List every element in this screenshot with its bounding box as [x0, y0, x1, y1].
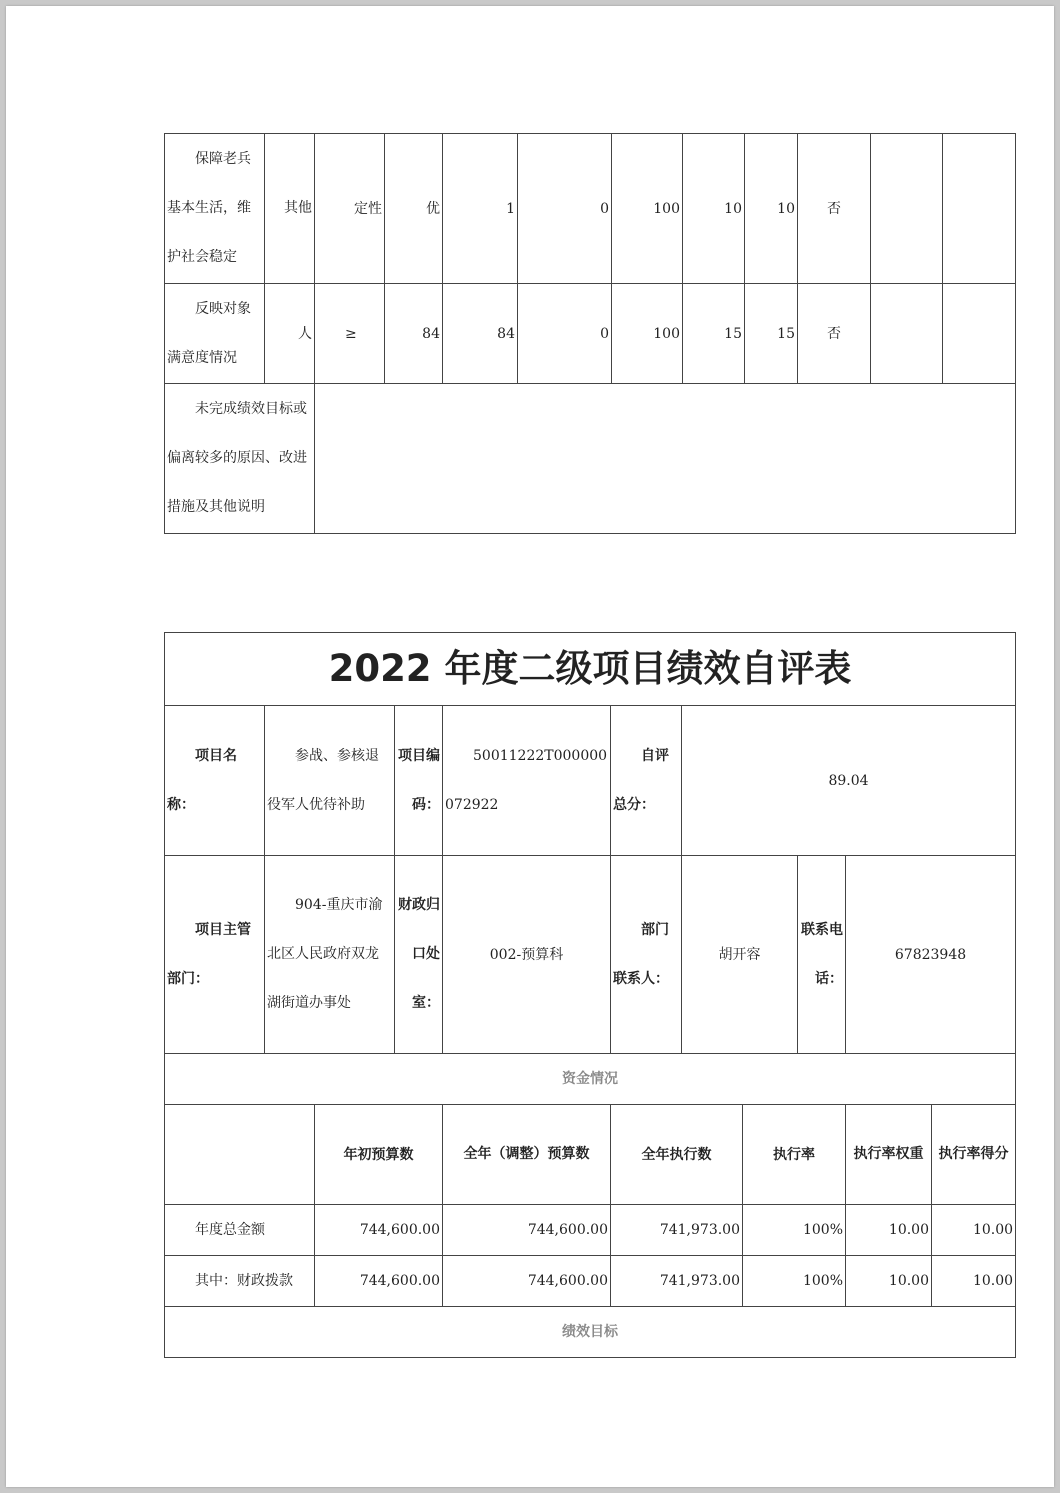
funds-col-score: 执行率得分 [932, 1105, 1016, 1205]
score-cell: 15 [745, 284, 798, 384]
funds-adjusted: 744,600.00 [443, 1205, 611, 1256]
deviation-cell: 0 [518, 284, 612, 384]
funds-score: 10.00 [932, 1205, 1016, 1256]
note-cell [943, 284, 1016, 384]
funds-col-executed: 全年执行数 [611, 1105, 743, 1205]
finance-value: 002-预算科 [443, 856, 611, 1054]
weight-cell: 15 [683, 284, 745, 384]
funds-header: 资金情况 [165, 1054, 1016, 1105]
actual-cell: 84 [443, 284, 518, 384]
evaluation-form [164, 632, 1016, 1358]
table-row [165, 384, 1016, 534]
indicator-name: 保障老兵基本生活，维护社会稳定 [165, 134, 265, 284]
funds-initial: 744,600.00 [315, 1256, 443, 1307]
document-page [6, 6, 1054, 1487]
contact-value: 胡开容 [682, 856, 798, 1054]
project-name-label: 项目名称： [165, 706, 265, 856]
funds-row-label: 年度总金额 [165, 1205, 315, 1256]
phone-value: 67823948 [846, 856, 1016, 1054]
total-score-value: 89.04 [682, 706, 1016, 856]
funds-executed: 741,973.00 [611, 1205, 743, 1256]
finance-label: 财政归口处室： [395, 856, 443, 1054]
score-cell: 10 [745, 134, 798, 284]
symbol-cell: 定性 [315, 134, 385, 284]
table-row [165, 284, 1016, 384]
note-cell [943, 134, 1016, 284]
funds-executed: 741,973.00 [611, 1256, 743, 1307]
rate-cell: 100 [612, 284, 683, 384]
dept-label: 项目主管部门： [165, 856, 265, 1054]
funds-adjusted: 744,600.00 [443, 1256, 611, 1307]
funds-rate: 100% [743, 1256, 846, 1307]
project-code-label: 项目编码： [395, 706, 443, 856]
table-row [165, 1105, 1016, 1205]
note-cell [871, 134, 943, 284]
funds-weight: 10.00 [846, 1256, 932, 1307]
table-row [165, 856, 1016, 1054]
remarks-value [315, 384, 1016, 534]
funds-initial: 744,600.00 [315, 1205, 443, 1256]
funds-row-label: 其中：财政拨款 [165, 1256, 315, 1307]
goals-header: 绩效目标 [165, 1307, 1016, 1358]
symbol-cell: ≥ [315, 284, 385, 384]
adjust-cell: 否 [798, 134, 871, 284]
funds-col-adjusted: 全年（调整）预算数 [443, 1105, 611, 1205]
phone-label: 联系电话： [798, 856, 846, 1054]
remarks-label: 未完成绩效目标或偏离较多的原因、改进措施及其他说明 [165, 384, 315, 534]
table-row [165, 1205, 1016, 1256]
project-name-value: 参战、参核退役军人优待补助 [265, 706, 395, 856]
weight-cell: 10 [683, 134, 745, 284]
actual-cell: 1 [443, 134, 518, 284]
unit-cell: 人 [265, 284, 315, 384]
indicator-table [164, 133, 1016, 534]
contact-label: 部门联系人： [611, 856, 682, 1054]
adjust-cell: 否 [798, 284, 871, 384]
funds-score: 10.00 [932, 1256, 1016, 1307]
unit-cell: 其他 [265, 134, 315, 284]
indicator-name: 反映对象满意度情况 [165, 284, 265, 384]
funds-weight: 10.00 [846, 1205, 932, 1256]
table-row [165, 134, 1016, 284]
form-title: 2022 年度二级项目绩效自评表 [165, 633, 1016, 706]
note-cell [871, 284, 943, 384]
rate-cell: 100 [612, 134, 683, 284]
table-row [165, 1256, 1016, 1307]
dept-value: 904-重庆市渝北区人民政府双龙湖街道办事处 [265, 856, 395, 1054]
target-cell: 优 [385, 134, 443, 284]
table-row [165, 706, 1016, 856]
funds-rate: 100% [743, 1205, 846, 1256]
project-code-value: 50011222T000000072922 [443, 706, 611, 856]
funds-col-initial: 年初预算数 [315, 1105, 443, 1205]
funds-col-rate: 执行率 [743, 1105, 846, 1205]
deviation-cell: 0 [518, 134, 612, 284]
target-cell: 84 [385, 284, 443, 384]
funds-col-weight: 执行率权重 [846, 1105, 932, 1205]
total-score-label: 自评总分： [611, 706, 682, 856]
funds-col-blank [165, 1105, 315, 1205]
